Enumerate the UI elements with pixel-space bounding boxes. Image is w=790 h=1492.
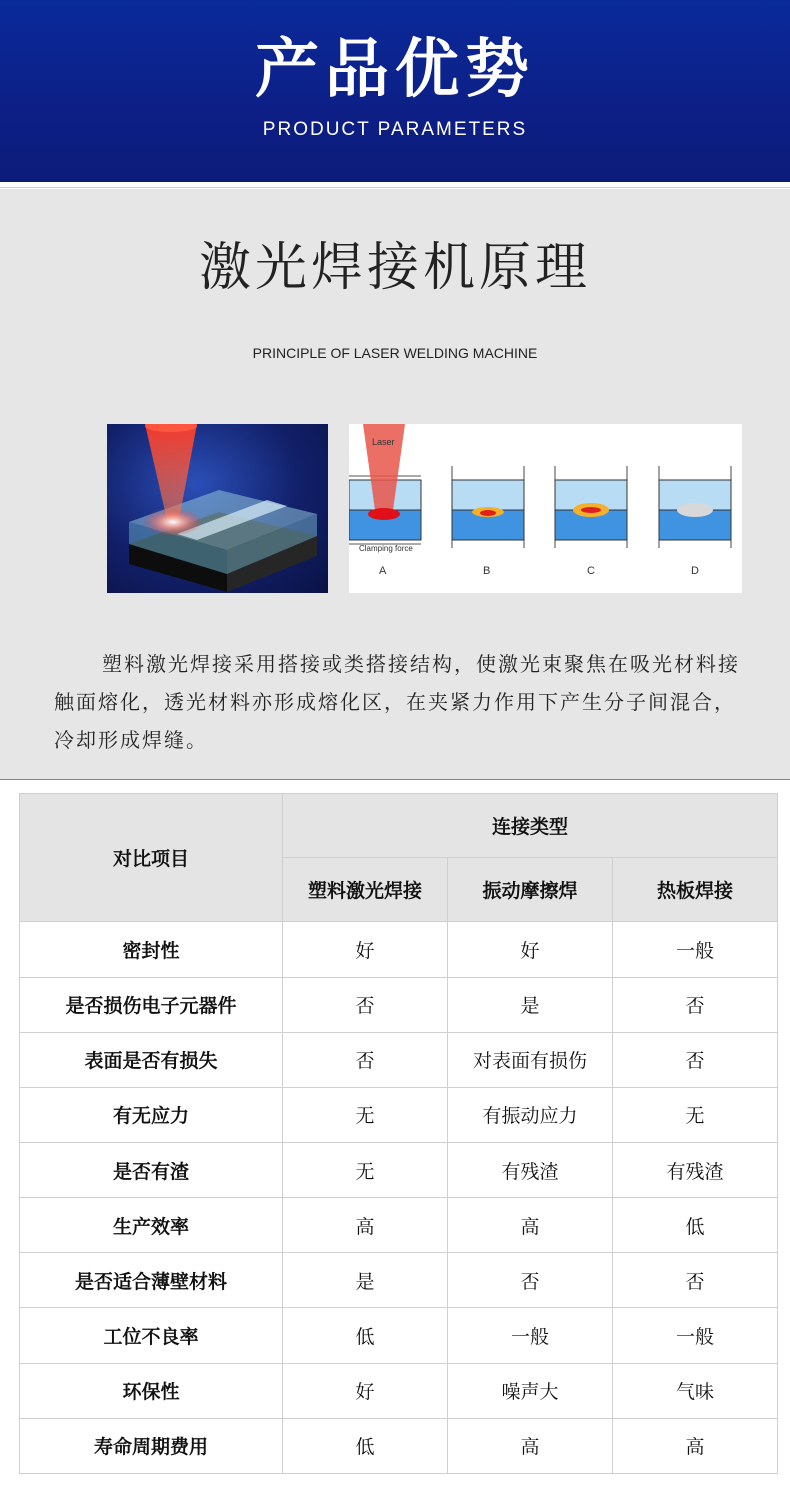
table-row bbox=[20, 1308, 778, 1363]
table-cell: 有残渣 bbox=[613, 1143, 778, 1198]
stage-b-graphic bbox=[452, 466, 524, 548]
table-cell: 高 bbox=[448, 1198, 613, 1253]
row-label: 工位不良率 bbox=[20, 1308, 283, 1363]
table-cell: 无 bbox=[283, 1087, 448, 1142]
column-header-hotplate: 热板焊接 bbox=[613, 858, 778, 922]
table-cell: 否 bbox=[613, 1253, 778, 1308]
table-cell: 否 bbox=[283, 977, 448, 1032]
table-cell: 好 bbox=[283, 1363, 448, 1418]
panel-label-d: D bbox=[691, 565, 699, 577]
corner-header: 对比项目 bbox=[20, 794, 283, 922]
table-cell: 否 bbox=[613, 977, 778, 1032]
principle-section bbox=[0, 189, 790, 779]
comparison-table bbox=[19, 793, 778, 1474]
table-cell: 是 bbox=[448, 977, 613, 1032]
table-cell: 高 bbox=[448, 1418, 613, 1473]
table-header-row bbox=[20, 794, 778, 858]
row-label: 是否适合薄壁材料 bbox=[20, 1253, 283, 1308]
laser-label: Laser bbox=[372, 437, 395, 447]
panel-label-b: B bbox=[483, 565, 491, 577]
table-cell: 有残渣 bbox=[448, 1143, 613, 1198]
table-row bbox=[20, 1143, 778, 1198]
row-label: 是否损伤电子元器件 bbox=[20, 977, 283, 1032]
stage-c-graphic bbox=[555, 466, 627, 548]
table-cell: 是 bbox=[283, 1253, 448, 1308]
row-label: 密封性 bbox=[20, 922, 283, 977]
table-cell: 对表面有损伤 bbox=[448, 1032, 613, 1087]
table-row bbox=[20, 1087, 778, 1142]
header-divider bbox=[0, 182, 790, 188]
table-cell: 无 bbox=[283, 1143, 448, 1198]
table-cell: 气味 bbox=[613, 1363, 778, 1418]
table-row bbox=[20, 1032, 778, 1087]
welding-stages-diagram bbox=[349, 424, 742, 593]
table-cell: 无 bbox=[613, 1087, 778, 1142]
panel-label-a: A bbox=[379, 565, 387, 577]
row-label: 表面是否有损失 bbox=[20, 1032, 283, 1087]
table-cell: 一般 bbox=[613, 922, 778, 977]
table-cell: 否 bbox=[448, 1253, 613, 1308]
table-row bbox=[20, 1253, 778, 1308]
clamp-label: Clamping force bbox=[359, 544, 413, 553]
table-cell: 高 bbox=[613, 1418, 778, 1473]
column-header-vibration: 振动摩擦焊 bbox=[448, 858, 613, 922]
column-header-laser: 塑料激光焊接 bbox=[283, 858, 448, 922]
principle-subtitle: PRINCIPLE OF LASER WELDING MACHINE bbox=[252, 345, 538, 361]
row-label: 寿命周期费用 bbox=[20, 1418, 283, 1473]
group-header: 连接类型 bbox=[283, 794, 778, 858]
table-cell: 低 bbox=[613, 1198, 778, 1253]
stage-d-graphic bbox=[659, 466, 731, 548]
table-cell: 一般 bbox=[448, 1308, 613, 1363]
table-cell: 有振动应力 bbox=[448, 1087, 613, 1142]
header-subtitle: PRODUCT PARAMETERS bbox=[262, 119, 528, 140]
panel-label-c: C bbox=[587, 565, 595, 577]
row-label: 生产效率 bbox=[20, 1198, 283, 1253]
table-row bbox=[20, 1363, 778, 1418]
section-divider bbox=[0, 779, 790, 780]
table-cell: 好 bbox=[448, 922, 613, 977]
table-row bbox=[20, 1198, 778, 1253]
row-label: 环保性 bbox=[20, 1363, 283, 1418]
principle-title: 激光焊接机原理 bbox=[198, 238, 591, 298]
table-row bbox=[20, 922, 778, 977]
table-cell: 否 bbox=[613, 1032, 778, 1087]
table-row bbox=[20, 1418, 778, 1473]
laser-block-graphic bbox=[107, 424, 328, 593]
table-cell: 低 bbox=[283, 1308, 448, 1363]
welding-stages-graphic bbox=[349, 424, 742, 593]
laser-welding-illustration bbox=[107, 424, 328, 593]
row-label: 是否有渣 bbox=[20, 1143, 283, 1198]
table-cell: 否 bbox=[283, 1032, 448, 1087]
table-row bbox=[20, 977, 778, 1032]
principle-description: 塑料激光焊接采用搭接或类搭接结构，使激光束聚焦在吸光材料接触面熔化，透光材料亦形成熔化区，在夹紧力作用下产生分子间混合，冷却形成焊缝。 bbox=[54, 652, 740, 752]
table-cell: 好 bbox=[283, 922, 448, 977]
table-cell: 高 bbox=[283, 1198, 448, 1253]
table-cell: 噪声大 bbox=[448, 1363, 613, 1418]
row-label: 有无应力 bbox=[20, 1087, 283, 1142]
table-cell: 低 bbox=[283, 1418, 448, 1473]
table-cell: 一般 bbox=[613, 1308, 778, 1363]
header-title: 产品优势 bbox=[255, 33, 535, 107]
header-banner bbox=[0, 0, 790, 182]
